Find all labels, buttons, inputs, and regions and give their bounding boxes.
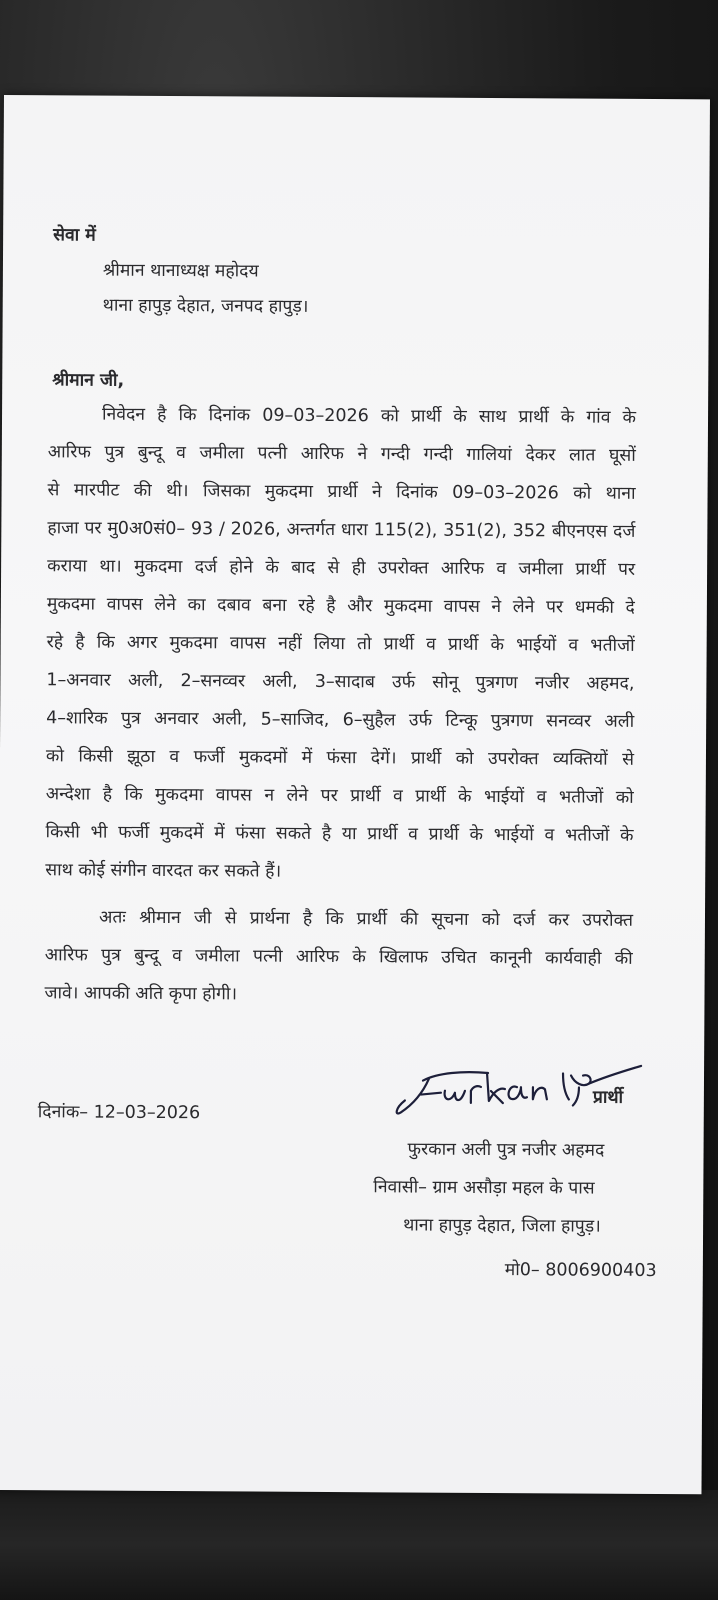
body-line: हाजा पर मु0अ0सं0– 93 / 2026, अन्तर्गत धारा 115(2), 351(2), 352 बीएनएस दर्ज: [47, 518, 636, 542]
recipient-title: श्रीमान थानाध्यक्ष महोदय: [102, 260, 259, 282]
body-line: 4–शारिक पुत्र अनवार अली, 5–साजिद, 6–सुहैल उर्फ टिन्कू पुत्रगण सनव्वर अली: [46, 708, 635, 732]
recipient-address: थाना हापुड़ देहात, जनपद हापुड़।: [102, 295, 309, 317]
signer-name: फुरकान अली पुत्र नजीर अहमद: [407, 1139, 605, 1161]
background-surface: [0, 1490, 718, 1600]
body-line: किसी भी फर्जी मुकदमें में फंसा सकते है या प्रार्थी व प्रार्थी के भाईयों व भतीजों के: [45, 822, 634, 846]
signer-address-line-2: थाना हापुड़ देहात, जिला हापुड़।: [403, 1215, 601, 1237]
body-line: को किसी झूठा व फर्जी मुकदमों में फंसा देगें। प्रार्थी को उपरोक्त व्यक्तियों से: [45, 746, 635, 770]
body-line: से मारपीट की थी। जिसका मुकदमा प्रार्थी ने दिनांक 09–03–2026 को थाना: [47, 480, 636, 504]
body-line: निवेदन है कि दिनांक 09–03–2026 को प्रार्थी के साथ प्रार्थी के गांव के: [101, 404, 637, 428]
body-line: अन्देशा है कि मुकदमा वापस न लेने पर प्रार्थी व प्रार्थी के भाईयों व भतीजों को: [45, 784, 634, 808]
salutation-to: सेवा में: [53, 225, 96, 246]
body-line: 1–अनवार अली, 2–सनव्वर अली, 3–सादाब उर्फ सोनू पुत्रगण नजीर अहमद,: [46, 670, 635, 694]
request-line: आरिफ पुत्र बुन्दू व जमीला पत्नी आरिफ के खिलाफ उचित कानूनी कार्यवाही की: [44, 945, 633, 969]
body-line: आरिफ पुत्र बुन्दू व जमीला पत्नी आरिफ ने गन्दी गन्दी गालियां देकर लात घूसों: [47, 442, 636, 466]
request-line: अतः श्रीमान जी से प्रार्थना है कि प्रार्थी की सूचना को दर्ज कर उपरोक्त: [98, 907, 634, 931]
signer-role: प्रार्थी: [592, 1087, 624, 1108]
letter-page: [0, 95, 710, 1494]
signer-mobile: मो0– 8006900403: [504, 1260, 657, 1282]
request-line: जावे। आपकी अति कृपा होगी।: [44, 983, 238, 1005]
body-line: रहे है कि अगर मुकदमा वापस नहीं लिया तो प्रार्थी व प्रार्थी के भाईयों व भतीजों: [46, 632, 635, 656]
body-line: साथ कोई संगीन वारदत कर सकते हैं।: [45, 860, 282, 882]
body-line: कराया था। मुकदमा दर्ज होने के बाद से ही उपरोक्त आरिफ व जमीला प्रार्थी पर: [47, 556, 636, 580]
letter-date: दिनांक– 12–03–2026: [37, 1102, 201, 1124]
signer-address-line-1: निवासी– ग्राम असौड़ा महल के पास: [373, 1177, 595, 1199]
greeting: श्रीमान जी,: [52, 370, 125, 391]
body-line: मुकदमा वापस लेने का दबाव बना रहे है और मुकदमा वापस ने लेने पर धमकी दे: [46, 594, 635, 618]
